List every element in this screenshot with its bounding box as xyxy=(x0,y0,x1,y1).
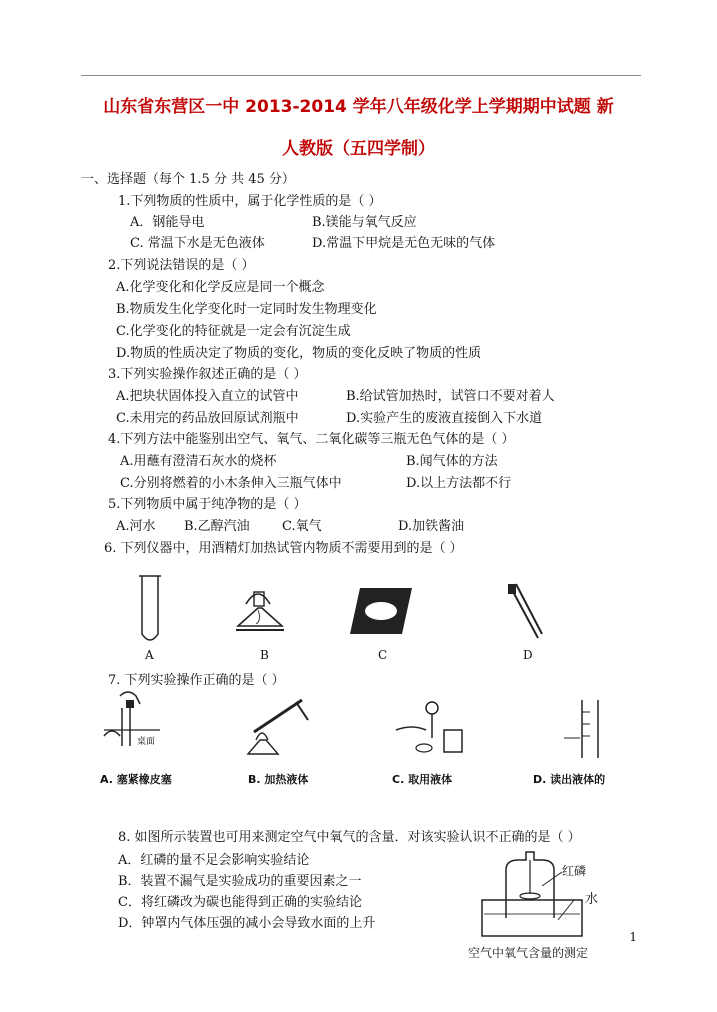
q1-option-d: D.常温下甲烷是无色无味的气体 xyxy=(312,236,496,251)
q7-caption-c: C. 取用液体 xyxy=(392,773,453,786)
q1-option-a: A．钢能导电 xyxy=(130,215,205,230)
q2-option-b: B.物质发生化学变化时一定同时发生物理变化 xyxy=(116,302,377,317)
q6-label-d: D xyxy=(523,648,533,662)
q5-option-b: B.乙醇汽油 xyxy=(184,519,250,534)
q7-caption-b: B. 加热液体 xyxy=(248,773,309,786)
q5-stem: 5.下列物质中属于纯净物的是（ ） xyxy=(108,497,307,512)
q3-option-c: C.未用完的药品放回原试剂瓶中 xyxy=(116,411,299,426)
header-rule xyxy=(81,75,641,76)
q4-option-a: A.用蘸有澄清石灰水的烧杯 xyxy=(120,454,277,469)
q2-stem: 2.下列说法错误的是（ ） xyxy=(108,258,255,273)
test-tube-holder-figure xyxy=(500,580,550,646)
q4-option-b: B.闻气体的方法 xyxy=(406,454,498,469)
label-table: 桌面 xyxy=(137,737,156,747)
q3-option-b: B.给试管加热时，试管口不要对着人 xyxy=(346,389,555,404)
page-title-line2: 人教版（五四学制） xyxy=(282,139,435,159)
stopper-figure xyxy=(100,686,170,756)
q5-option-c: C.氧气 xyxy=(282,519,322,534)
label-water: 水 xyxy=(585,892,599,907)
q4-stem: 4.下列方法中能鉴别出空气、氧气、二氧化碳等三瓶无色气体的是（ ） xyxy=(108,432,515,447)
q8-option-a: A．红磷的量不足会影响实验结论 xyxy=(118,853,310,868)
page-title-line1: 山东省东营区一中 2013-2014 学年八年级化学上学期期中试题 新 xyxy=(103,97,614,117)
q3-stem: 3.下列实验操作叙述正确的是（ ） xyxy=(108,367,307,382)
q8-option-c: C．将红磷改为碳也能得到正确的实验结论 xyxy=(118,895,362,910)
q2-option-d: D.物质的性质决定了物质的变化，物质的变化反映了物质的性质 xyxy=(116,346,482,361)
section-heading: 一、选择题（每个 1.5 分 共 45 分） xyxy=(81,172,295,187)
taking-liquid-figure xyxy=(392,694,472,756)
apparatus-caption: 空气中氧气含量的测定 xyxy=(468,946,589,960)
q6-label-a: A xyxy=(145,648,154,662)
q8-option-b: B．装置不漏气是实验成功的重要因素之一 xyxy=(118,874,362,889)
q8-option-d: D．钟罩内气体压强的减小会导致水面的上升 xyxy=(118,916,376,931)
alcohol-lamp-figure xyxy=(228,574,298,646)
q8-stem: 8. 如图所示装置也可用来测定空气中氧气的含量．对该实验认识不正确的是（ ） xyxy=(118,830,581,845)
q3-option-d: D.实验产生的废液直接倒入下水道 xyxy=(346,411,543,426)
q7-stem: 7. 下列实验操作正确的是（ ） xyxy=(108,673,285,688)
q4-option-d: D.以上方法都不行 xyxy=(406,476,512,491)
test-tube-figure xyxy=(130,572,170,648)
q7-caption-d: D. 读出液体的 xyxy=(533,773,606,786)
q6-label-c: C xyxy=(378,648,388,662)
q4-option-c: C.分别将燃着的小木条伸入三瓶气体中 xyxy=(120,476,342,491)
reading-cylinder-figure xyxy=(560,698,610,760)
q5-option-a: A.河水 xyxy=(116,519,156,534)
q6-stem: 6. 下列仪器中，用酒精灯加热试管内物质不需要用到的是（ ） xyxy=(104,541,463,556)
q5-option-d: D.加铁酱油 xyxy=(398,519,465,534)
asbestos-gauze-figure xyxy=(346,584,416,638)
q1-option-c: C. 常温下水是无色液体 xyxy=(130,236,265,251)
q2-option-c: C.化学变化的特征就是一定会有沉淀生成 xyxy=(116,324,351,339)
q1-option-b: B.镁能与氧气反应 xyxy=(312,215,417,230)
heating-liquid-figure xyxy=(240,692,320,756)
q2-option-a: A.化学变化和化学反应是同一个概念 xyxy=(116,280,325,295)
q6-label-b: B xyxy=(260,648,269,662)
q7-caption-a: A. 塞紧橡皮塞 xyxy=(100,773,172,786)
q3-option-a: A.把块状固体投入直立的试管中 xyxy=(116,389,299,404)
q1-stem: 1.下列物质的性质中，属于化学性质的是（ ） xyxy=(118,194,382,209)
label-red-phosphorus: 红磷 xyxy=(562,864,587,878)
page-number: 1 xyxy=(629,930,637,944)
